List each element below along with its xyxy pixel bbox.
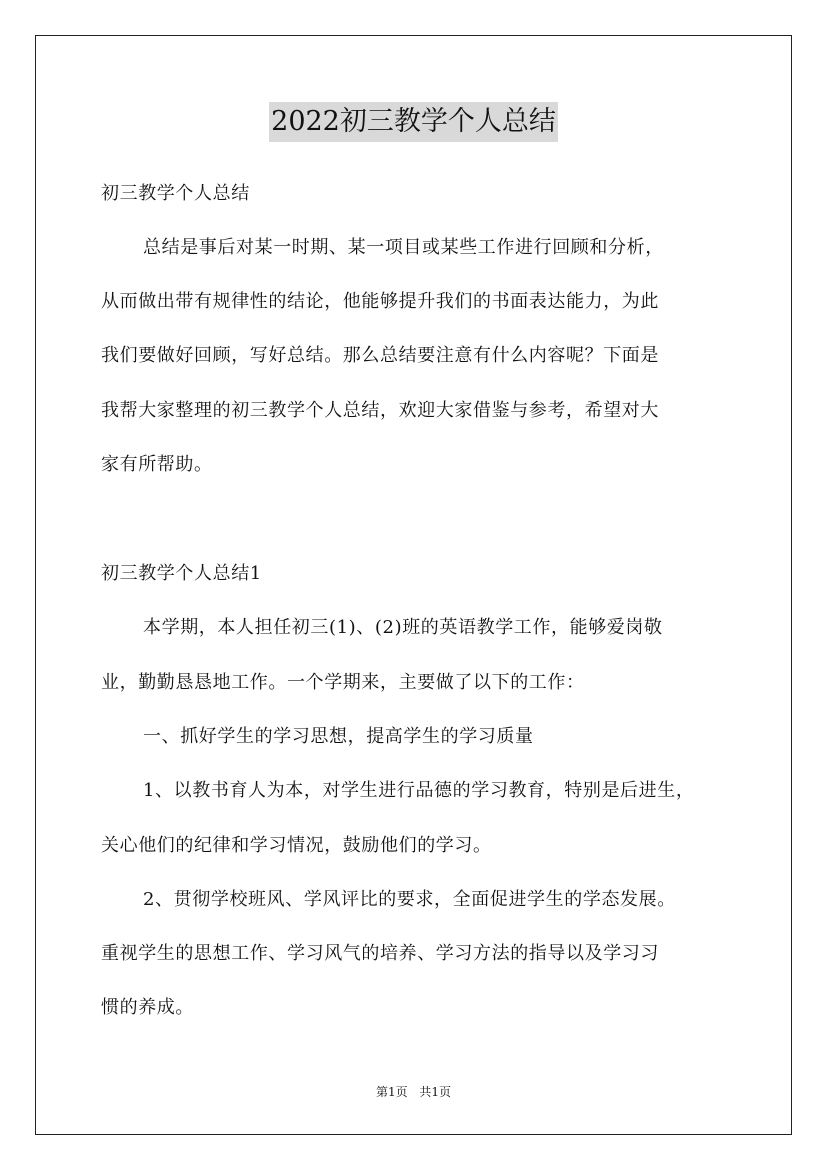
paragraph-line: 2、贯彻学校班风、学风评比的要求，全面促进学生的学态发展。 xyxy=(143,889,676,910)
paragraph-line: 本学期，本人担任初三(1)、(2)班的英语教学工作，能够爱岗敬 xyxy=(143,617,663,638)
paragraph-line: 重视学生的思想工作、学习风气的培养、学习方法的指导以及学习习 xyxy=(101,943,659,964)
page-footer xyxy=(0,1083,827,1101)
paragraph-line: 业，勤勤恳恳地工作。一个学期来，主要做了以下的工作： xyxy=(101,672,585,693)
paragraph-line: 家有所帮助。 xyxy=(101,454,213,475)
section-heading: 初三教学个人总结1 xyxy=(101,563,262,584)
paragraph-line: 1、以教书育人为本，对学生进行品德的学习教育，特别是后进生， xyxy=(143,780,695,801)
page-total: 共1页 xyxy=(419,1085,452,1099)
paragraph-line: 关心他们的纪律和学习情况，鼓励他们的学习。 xyxy=(101,835,492,856)
paragraph-line: 惯的养成。 xyxy=(101,997,194,1018)
document-title: 2022初三教学个人总结 xyxy=(269,102,558,142)
subtitle-line: 初三教学个人总结 xyxy=(101,183,250,204)
title-container xyxy=(0,102,827,142)
paragraph-line: 我们要做好回顾，写好总结。那么总结要注意有什么内容呢？下面是 xyxy=(101,345,659,366)
paragraph-line: 从而做出带有规律性的结论，他能够提升我们的书面表达能力，为此 xyxy=(101,291,659,312)
subheading-line: 一、抓好学生的学习思想，提高学生的学习质量 xyxy=(143,726,534,747)
page-number: 第1页 xyxy=(375,1085,408,1099)
paragraph-line: 总结是事后对某一时期、某一项目或某些工作进行回顾和分析， xyxy=(143,237,664,258)
paragraph-line: 我帮大家整理的初三教学个人总结，欢迎大家借鉴与参考，希望对大 xyxy=(101,400,659,421)
